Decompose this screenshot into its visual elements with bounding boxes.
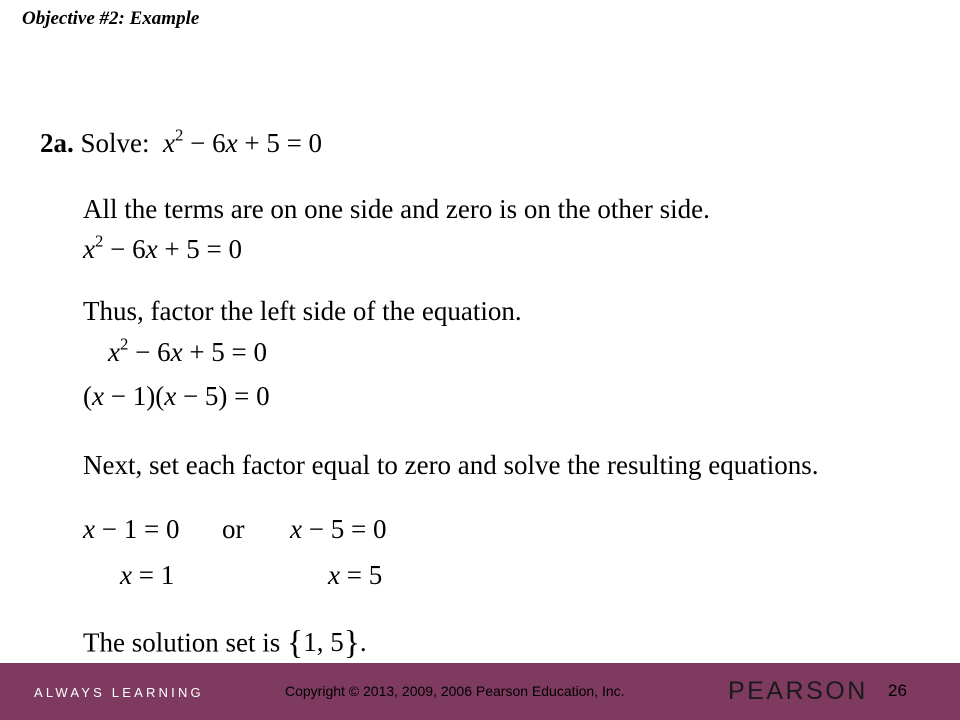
or-word: or	[222, 514, 245, 544]
solution-set: {1, 5}.	[287, 625, 367, 662]
step-2-equation: $x^2 - 6x + 5 = 0$	[108, 334, 268, 367]
problem-instruction: Solve:	[80, 128, 150, 158]
solution-2: x = 5	[328, 560, 383, 590]
factored-equation: (x − 1)(x − 5) = 0	[83, 381, 270, 411]
problem-equation: $x^2 - 6x + 5 = 0$	[163, 125, 323, 158]
conclusion	[83, 627, 367, 661]
solution-1: x = 1	[120, 560, 175, 590]
pearson-logo: PEARSON	[728, 677, 868, 705]
problem-statement	[40, 125, 323, 158]
footer-bar	[0, 663, 960, 720]
conclusion-text: The solution set is	[83, 627, 281, 658]
step-3-text: Next, set each factor equal to zero and solve the resulting equations.	[83, 450, 819, 480]
step-1-text: All the terms are on one side and zero is on the other side.	[83, 194, 710, 224]
footer-tagline: ALWAYS LEARNING	[34, 685, 204, 700]
factor-2-equation: x − 5 = 0	[290, 514, 387, 544]
page-number: 26	[888, 681, 907, 700]
footer-copyright: Copyright © 2013, 2009, 2006 Pearson Education, Inc.	[285, 683, 625, 699]
slide-heading: Objective #2: Example	[22, 8, 200, 29]
step-2-text: Thus, factor the left side of the equation.	[83, 296, 522, 326]
factor-1-equation: x − 1 = 0	[83, 514, 180, 544]
problem-label: 2a.	[40, 128, 74, 158]
step-1-equation: $x^2 - 6x + 5 = 0$	[83, 231, 243, 264]
